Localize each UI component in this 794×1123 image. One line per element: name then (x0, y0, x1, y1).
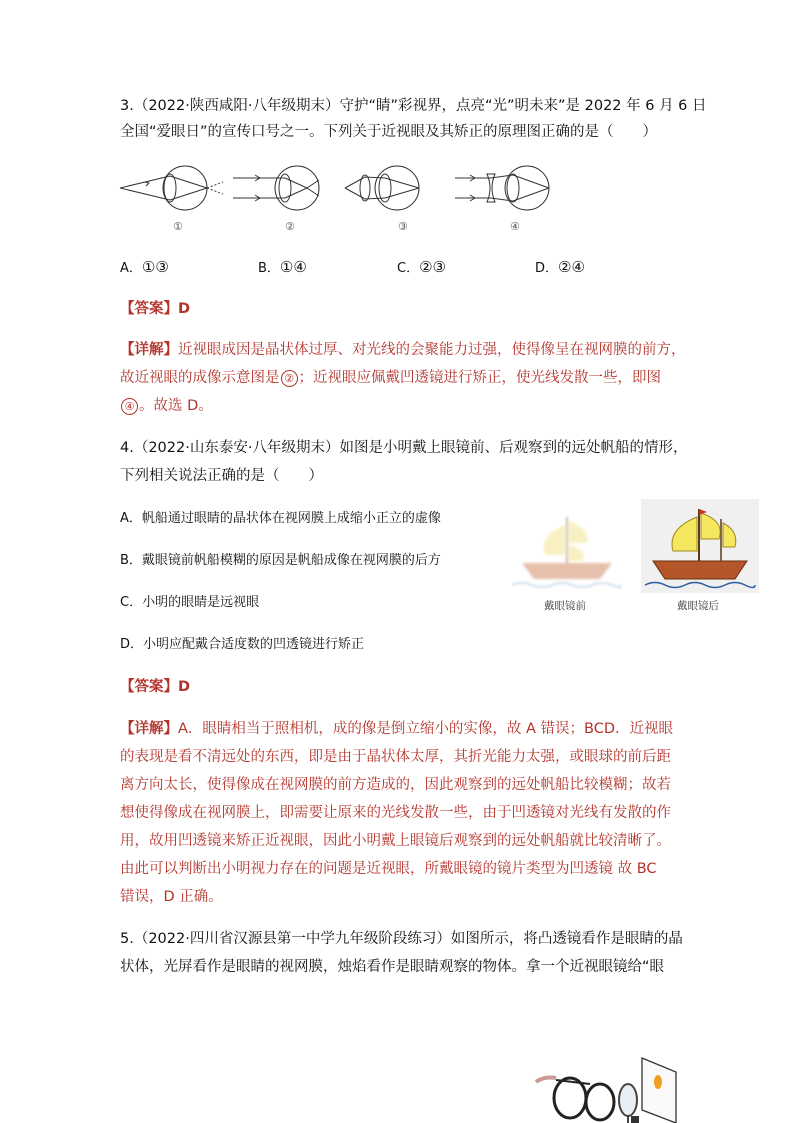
q5-stem-line2: 状体，光屏看作是眼睛的视网膜，烛焰看作是眼睛观察的物体。拿一个近视眼镜给“眼 (120, 959, 665, 975)
q4-detail-line3: 离方向太长，使得像成在视网膜的前方造成的，因此观察到的远处帆船比较模糊；故若 (120, 777, 671, 793)
q3-detail-line1: 【详解】近视眼成因是晶状体过厚、对光线的会聚能力过强，使得像呈在视网膜的前方， (120, 342, 686, 358)
fig-label-2: ② (285, 220, 295, 233)
q3-answer: 【答案】D (120, 301, 191, 317)
q5-experiment-figure (530, 1050, 690, 1123)
ship-blurry-image (512, 505, 622, 593)
eye-diagram-1 (120, 166, 223, 210)
q3-option-c[interactable]: C．②③ (397, 258, 446, 276)
fig-label-4: ④ (510, 220, 520, 233)
q3-stem-line1: 3.（2022·陕西咸阳·八年级期末）守护“睛”彩视界，点亮“光”明未来”是 2022 年 6 月 6 日 (120, 98, 707, 114)
q4-option-b[interactable]: B．戴眼镜前帆船模糊的原因是帆船成像在视网膜的后方 (120, 553, 441, 568)
eye-diagram-2 (233, 166, 319, 210)
q4-detail-line4: 想使得像成在视网膜上，即需要让原来的光线发散一些，由于凹透镜对光线有发散的作 (120, 805, 671, 821)
caption-after: 戴眼镜后 (677, 600, 719, 612)
q4-option-a[interactable]: A．帆船通过眼睛的晶状体在视网膜上成缩小正立的虚像 (120, 511, 441, 526)
q5-stem-line1: 5.（2022·四川省汉源县第一中学九年级阶段练习）如图所示，将凸透镜看作是眼睛的晶 (120, 931, 683, 947)
q4-detail-line7: 错误，D 正确。 (120, 889, 223, 905)
q3-option-a[interactable]: A．①③ (120, 258, 169, 276)
q4-answer: 【答案】D (120, 679, 191, 695)
fig-label-3: ③ (398, 220, 408, 233)
q4-detail-line5: 用，故用凹透镜来矫正近视眼，因此小明戴上眼镜后观察到的远处帆船就比较清晰了。 (120, 833, 671, 849)
q4-detail-line1: 【详解】A．眼睛相当于照相机，成的像是倒立缩小的实像，故 A 错误；BCD．近视眼 (120, 721, 674, 737)
fig-label-1: ① (173, 220, 183, 233)
q3-option-b[interactable]: B．①④ (258, 258, 307, 276)
circled-2: ② (281, 370, 298, 387)
q3-option-d[interactable]: D．②④ (535, 258, 585, 276)
caption-before: 戴眼镜前 (544, 600, 586, 612)
q4-detail-line6: 由此可以判断出小明视力存在的问题是近视眼，所戴眼镜的镜片类型为凹透镜 故 BC (120, 861, 657, 877)
q4-option-d[interactable]: D．小明应配戴合适度数的凹透镜进行矫正 (120, 637, 365, 652)
q3-detail-line3: ④ 。故选 D。 (120, 396, 213, 416)
circled-4: ④ (121, 398, 138, 415)
eye-diagram-4 (455, 166, 549, 210)
ship-clear-image (641, 499, 759, 593)
q4-detail-line2: 的表现是看不清远处的东西，即是由于晶状体太厚，其折光能力太强，或眼球的前后距 (120, 749, 671, 765)
q3-stem-line2: 全国“爱眼日”的宣传口号之一。下列关于近视眼及其矫正的原理图正确的是（ ） (120, 124, 658, 140)
q4-stem-line2: 下列相关说法正确的是（ ） (120, 468, 323, 484)
eye-diagram-3 (345, 166, 419, 210)
q4-stem-line1: 4.（2022·山东泰安·八年级期末）如图是小明戴上眼镜前、后观察到的远处帆船的情形， (120, 440, 688, 456)
q4-option-c[interactable]: C．小明的眼睛是远视眼 (120, 595, 260, 610)
q3-detail-line2: 故近视眼的成像示意图是 ② ；近视眼应佩戴凹透镜进行矫正，使光线发散一些，即图 (120, 370, 661, 386)
